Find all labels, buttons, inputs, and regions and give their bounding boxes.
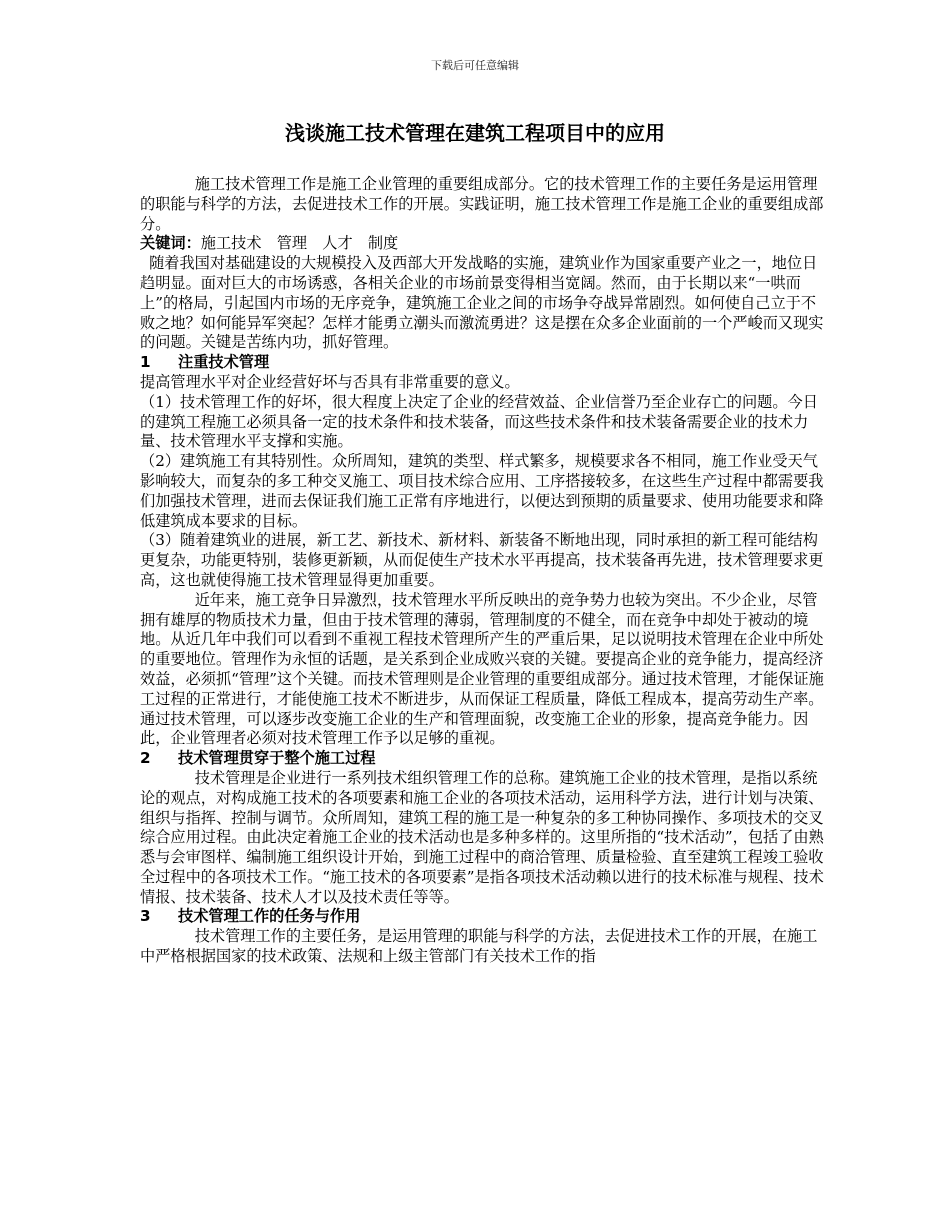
section-number: 3 — [140, 907, 151, 926]
page-header: 下载后可任意编辑 — [431, 59, 519, 72]
section-title: 技术管理工作的任务与作用 — [178, 907, 361, 926]
abstract-paragraph: 施工技术管理工作是施工企业管理的重要组成部分。它的技术管理工作的主要任务是运用管理的职能与科学的方法，去促进技术工作的开展。实践证明，施工技术管理工作是施工企业的重要组成部分。 — [140, 175, 824, 233]
section-number: 2 — [140, 749, 151, 768]
section-paragraph: 提高管理水平对企业经营好坏与否具有非常重要的意义。 — [140, 372, 520, 391]
document-body — [140, 175, 825, 967]
section-title: 技术管理贯穿于整个施工过程 — [178, 749, 376, 768]
section-number: 1 — [140, 353, 151, 372]
section-paragraph: （2）建筑施工有其特别性。众所周知，建筑的类型、样式繁多，规模要求各不相同，施工作业受天气影响较大，而复杂的多工种交叉施工、项目技术综合应用、工序搭接较多，在这些生产过程中都需要我们加强技术管理，进而去保证我们施工正常有序地进行，以便达到预期的质量要求、使用功能要求和降低建筑成本要求的目标。 — [140, 452, 824, 530]
section-paragraph: （1）技术管理工作的好坏，很大程度上决定了企业的经营效益、企业信誉乃至企业存亡的问题。今日的建筑工程施工必须具备一定的技术条件和技术装备，而这些技术条件和技术装备需要企业的技术力量、技术管理水平支撑和实施。 — [140, 392, 818, 451]
document-title: 浅谈施工技术管理在建筑工程项目中的应用 — [285, 121, 665, 145]
section-title: 注重技术管理 — [178, 353, 270, 372]
keywords-text: 施工技术 管理 人才 制度 — [200, 234, 399, 253]
section-heading — [140, 749, 825, 769]
section-heading — [140, 353, 825, 373]
section-paragraph: 近年来，施工竞争日异激烈，技术管理水平所反映出的竞争势力也较为突出。不少企业，尽管拥有雄厚的物质技术力量，但由于技术管理的薄弱，管理制度的不健全，而在竞争中却处于被动的境地。从近几年中我们可以看到不重视工程技术管理所产生的严重后果，足以说明技术管理在企业中所处的重要地位。管理作为永恒的话题，是关系到企业成败兴衰的关键。要提高企业的竞争能力，提高经济效益，必须抓“管理”这个关键。而技术管理则是企业管理的重要组成部分。通过技术管理，才能保证施工过程的正常进行，才能使施工技术不断进步，从而保证工程质量，降低工程成本，提高劳动生产率。通过技术管理，可以逐步改变施工企业的生产和管理面貌，改变施工企业的形象，提高竞争能力。因此，企业管理者必须对技术管理工作予以足够的重视。 — [140, 590, 824, 748]
section-paragraph: 技术管理工作的主要任务，是运用管理的职能与科学的方法，去促进技术工作的开展，在施工中严格根据国家的技术政策、法规和上级主管部门有关技术工作的指 — [140, 927, 818, 966]
keywords-line — [140, 234, 825, 254]
keywords-label: 关键词： — [140, 234, 201, 253]
section-heading — [140, 907, 825, 927]
section-paragraph: （3）随着建筑业的进展，新工艺、新技术、新材料、新装备不断地出现，同时承担的新工程可能结构更复杂，功能更特别，装修更新颖，从而促使生产技术水平再提高，技术装备再先进，技术管理要求更高，这也就使得施工技术管理显得更加重要。 — [140, 531, 824, 589]
section-paragraph: 技术管理是企业进行一系列技术组织管理工作的总称。建筑施工企业的技术管理，是指以系统论的观点，对构成施工技术的各项要素和施工企业的各项技术活动，运用科学方法，进行计划与决策、组织与指挥、控制与调节。众所周知，建筑工程的施工是一种复杂的多工种协同操作、多项技术的交叉综合应用过程。由此决定着施工企业的技术活动也是多种多样的。这里所指的“技术活动”，包括了由熟悉与会审图样、编制施工组织设计开始，到施工过程中的商洽管理、质量检验、直至建筑工程竣工验收全过程中的各项技术工作。“施工技术的各项要素”是指各项技术活动赖以进行的技术标准与规程、技术情报、技术装备、技术人才以及技术责任等等。 — [140, 768, 824, 906]
intro-paragraph: 随着我国对基础建设的大规模投入及西部大开发战略的实施，建筑业作为国家重要产业之一，地位日趋明显。面对巨大的市场诱惑，各相关企业的市场前景变得相当宽阔。然而，由于长期以来“一哄而上”的格局，引起国内市场的无序竞争，建筑施工企业之间的市场争夺战异常剧烈。如何使自己立于不败之地？如何能异军突起？怎样才能勇立潮头而激流勇进？这是摆在众多企业面前的一个严峻而又现实的问题。关键是苦练内功，抓好管理。 — [140, 254, 824, 352]
